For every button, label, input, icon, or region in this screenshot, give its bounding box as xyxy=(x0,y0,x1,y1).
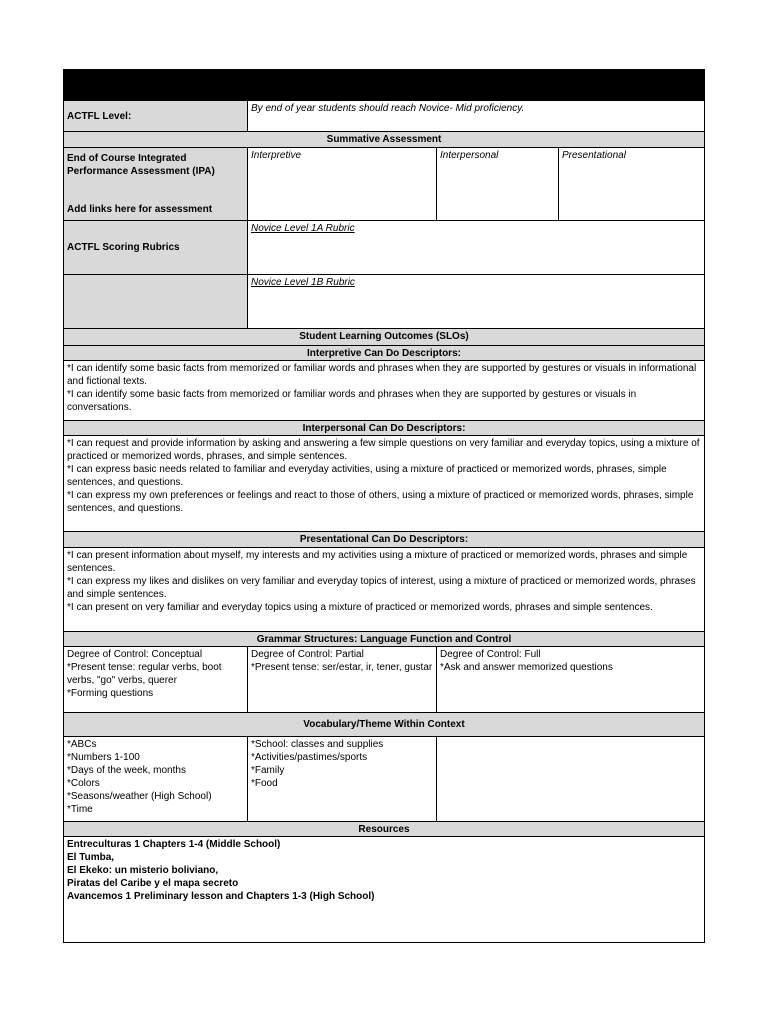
interpersonal-mode: Interpersonal xyxy=(437,148,559,220)
list-item: *School: classes and supplies xyxy=(251,739,384,750)
interpersonal-header-row xyxy=(63,420,705,435)
vocabulary-col-3 xyxy=(437,737,704,821)
list-item: *Present tense: ser/estar, ir, tener, gustar xyxy=(251,662,433,673)
interpretive-header-row xyxy=(63,345,705,360)
grammar-partial xyxy=(248,647,437,712)
grammar-body-row xyxy=(63,646,705,712)
vocabulary-col-1 xyxy=(64,737,248,821)
rubric-1b-cell xyxy=(248,275,704,328)
interpersonal-header: Interpersonal Can Do Descriptors: xyxy=(64,421,704,435)
ipa-row xyxy=(63,147,705,220)
list-item: *Present tense: regular verbs, boot verbs, "go" verbs, querer xyxy=(67,662,222,686)
ipa-label-cell xyxy=(64,148,248,220)
list-item: El Ekeko: un misterio boliviano, xyxy=(67,865,219,876)
grammar-conceptual xyxy=(64,647,248,712)
actfl-level-row xyxy=(63,100,705,131)
actfl-level-value: By end of year students should reach Novice- Mid proficiency. xyxy=(251,103,525,114)
interpersonal-descriptors xyxy=(64,436,704,531)
list-item: Degree of Control: Full xyxy=(440,649,541,660)
list-item: *Time xyxy=(67,804,93,815)
grammar-full xyxy=(437,647,704,712)
vocabulary-body-row xyxy=(63,736,705,821)
list-item: *Colors xyxy=(67,778,100,789)
list-item: *I can present information about myself, my interests and my activities using a mixture of practiced or memorized words, phrases and simple sentences. xyxy=(67,550,688,574)
list-item: *Numbers 1-100 xyxy=(67,752,140,763)
list-item: Avancemos 1 Preliminary lesson and Chapters 1-3 (High School) xyxy=(67,891,375,902)
list-item: Degree of Control: Partial xyxy=(251,649,364,660)
list-item: Degree of Control: Conceptual xyxy=(67,649,203,660)
presentational-body-row xyxy=(63,547,705,631)
actfl-level-label: ACTFL Level: xyxy=(64,101,248,131)
list-item: *ABCs xyxy=(67,739,97,750)
list-item: *Activities/pastimes/sports xyxy=(251,752,368,763)
interpretive-descriptors xyxy=(64,361,704,420)
rubric-1a-link[interactable]: Novice Level 1A Rubric xyxy=(251,223,355,234)
rubric-1b-label-cell xyxy=(64,275,248,328)
list-item: *I can present on very familiar and everyday topics using a mixture of practiced or memorized words, phrases and simple sentences. xyxy=(67,602,653,613)
rubric-1a-cell xyxy=(248,221,704,274)
resources-header: Resources xyxy=(64,822,704,836)
vocabulary-col-2 xyxy=(248,737,437,821)
title-bar xyxy=(63,69,705,100)
scoring-rubrics-row xyxy=(63,220,705,274)
list-item: *I can identify some basic facts from memorized or familiar words and phrases when they are supported by gestures or visuals in informational and fictional texts. xyxy=(67,363,697,387)
slos-header: Student Learning Outcomes (SLOs) xyxy=(64,329,704,345)
curriculum-document xyxy=(63,69,705,943)
scoring-rubrics-label: ACTFL Scoring Rubrics xyxy=(64,221,248,274)
presentational-mode: Presentational xyxy=(562,150,626,161)
interpersonal-body-row xyxy=(63,435,705,531)
list-item: *I can identify some basic facts from memorized or familiar words and phrases when they are supported by gestures or visuals in conversations. xyxy=(67,389,637,413)
interpretive-body-row xyxy=(63,360,705,420)
resources-header-row xyxy=(63,821,705,836)
resources-list xyxy=(64,837,704,942)
presentational-header-row xyxy=(63,531,705,547)
list-item: El Tumba, xyxy=(67,852,115,863)
ipa-label: End of Course Integrated Performance Assessment (IPA) xyxy=(67,153,215,177)
resources-body-row xyxy=(63,836,705,943)
list-item: *Ask and answer memorized questions xyxy=(440,662,613,673)
vocabulary-header: Vocabulary/Theme Within Context xyxy=(64,713,704,736)
list-item: *I can express my likes and dislikes on very familiar and everyday topics of interest, using a mixture of practiced or memorized words, phrases and simple sentences. xyxy=(67,576,696,600)
list-item: *I can express my own preferences or feelings and react to those of others, using a mixture of practiced or memorized words, phrases, simple sentences, and questions. xyxy=(67,490,694,514)
list-item: Piratas del Caribe y el mapa secreto xyxy=(67,878,239,889)
vocabulary-header-row xyxy=(63,712,705,736)
list-item: *Seasons/weather (High School) xyxy=(67,791,212,802)
summative-header: Summative Assessment xyxy=(64,132,704,147)
list-item: *I can express basic needs related to familiar and everyday activities, using a mixture of practiced or memorized words, phrases, simple sentences, and questions. xyxy=(67,464,667,488)
list-item: *Food xyxy=(251,778,278,789)
interpretive-mode: Interpretive xyxy=(248,148,437,220)
summative-header-row xyxy=(63,131,705,147)
presentational-descriptors xyxy=(64,548,704,631)
grammar-header-row xyxy=(63,631,705,646)
list-item: Entreculturas 1 Chapters 1-4 (Middle School) xyxy=(67,839,281,850)
presentational-header: Presentational Can Do Descriptors: xyxy=(64,532,704,547)
list-item: *Forming questions xyxy=(67,688,154,699)
rubric-1b-link[interactable]: Novice Level 1B Rubric xyxy=(251,277,355,288)
list-item: *I can request and provide information by asking and answering a few simple questions on very familiar and everyday topics, using a mixture of practiced or memorized words, phrases, and simple sentences. xyxy=(67,438,700,462)
slos-header-row xyxy=(63,328,705,345)
list-item: *Days of the week, months xyxy=(67,765,186,776)
rubric-1b-row xyxy=(63,274,705,328)
list-item: *Family xyxy=(251,765,285,776)
assessment-links-label: Add links here for assessment xyxy=(67,204,213,215)
grammar-header: Grammar Structures: Language Function and Control xyxy=(64,632,704,646)
interpretive-header: Interpretive Can Do Descriptors: xyxy=(64,346,704,360)
